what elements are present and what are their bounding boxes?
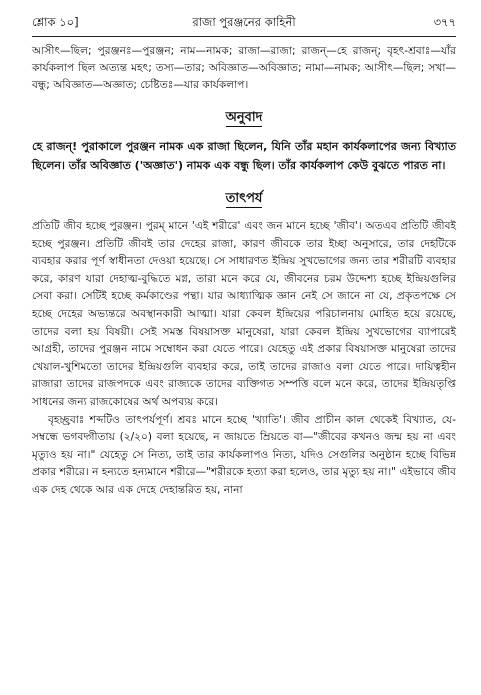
translation-text: হে রাজন্! পুরাকালে পুরঞ্জন নামক এক রাজা ছিলেন, যিনি তাঁর মহান কার্যকলাপের জন্য বিখ্যাত ছিলেন। তাঁর অবিজ্ঞাত ('অজ্ঞাত') নামক এক বন্ধু ছিল। তাঁর কার্যকলাপ কেউ বুঝতে পারত না। [32, 140, 457, 172]
chapter-title: রাজা পুরঞ্জনের কাহিনী [192, 15, 296, 29]
purport-heading [32, 189, 456, 210]
page-header [32, 12, 456, 30]
purport-paragraph-1: প্রতিটি জীব হচ্ছে পুরঞ্জন। পুরম্ মানে 'এই শরীরে' এবং জন মানে হচ্ছে 'জীব'। অতএব প্রতিটি জীবই হচ্ছে পুরঞ্জন। প্রতিটি জীবই তার দেহের রাজা, কারণ জীবকে তার ইচ্ছা অনুসারে, তার দেহটিকে ব্যবহার করার পূর্ণ স্বাধীনতা দেওয়া হয়েছে। সে সাধারণত ইন্দ্রিয় সুখভোগের জন্য তার শরীরটি ব্যবহার করে, কারণ যারা দেহাত্ম-বুদ্ধিতে মগ্ন, তারা মনে করে যে, জীবনের চরম উদ্দেশ্য হচ্ছে ইন্দ্রিয়গুলির সেবা করা। সেটিই হচ্ছে কর্মকাণ্ডের পন্থা। যার আধ্যাত্মিক জ্ঞান নেই সে জানে না যে, প্রকৃতপক্ষে সে হচ্ছে দেহের অভ্যন্তরে অবস্থানকারী আত্মা। যারা কেবল ইন্দ্রিয়ের পরিচালনায় মোহিত হয়ে রয়েছে, তাদের বলা হয় বিষয়ী। সেই সমস্ত বিষয়াসক্ত মানুষেরা, যারা কেবল ইন্দ্রিয় সুখভোগের ব্যাপারেই আগ্রহী, তাদের পুরঞ্জন নামে সম্বোধন করা যেতে পারে। যেহেতু এই প্রকার বিষয়াসক্ত মানুষেরা তাদের খেয়াল-খুশিমতো তাদের ইন্দ্রিয়গুলি ব্যবহার করে, তাই তাদের রাজাও বলা যেতে পারে। দায়িত্বহীন রাজারা তাদের রাজপদকে এবং রাজ্যকে তাদের ব্যক্তিগত সম্পত্তি বলে মনে করে, তাদের ইন্দ্রিয়তৃপ্তি সাধনের জন্য রাজকোষের অর্থ অপব্যয় করে। [32, 220, 456, 408]
book-page [32, 12, 456, 500]
verse-reference: শ্লোক ১০] [32, 15, 79, 29]
page-number: ৩৭৭ [433, 15, 456, 29]
translation-heading [32, 108, 456, 129]
purport-body [32, 218, 456, 500]
header-divider [32, 36, 456, 37]
purport-paragraph-2: বৃহচ্ছ্রবাঃ শব্দটিও তাৎপর্যপূর্ণ। শ্রবঃ মানে হচ্ছে 'খ্যাতি'। জীব প্রাচীন কাল থেকেই বিখ্যাত, যে-সম্বন্ধে ভগবদ্গীতায় (২/২০) বলা হয়েছে, ন জায়তে ম্রিয়তে বা—"জীবের কখনও জন্ম হয় না এবং মৃত্যুও হয় না।" যেহেতু সে নিত্য, তাই তার কার্যকলাপও নিত্য, যদিও সেগুলির অনুষ্ঠান হচ্ছে বিভিন্ন প্রকার শরীরে। ন হন্যতে হন্যমানে শরীরে—"শরীরকে হত্যা করা হলেও, তার মৃত্যু হয় না।" এইভাবে জীব এক দেহ থেকে আর এক দেহে দেহান্তরিত হয়, নানা [32, 413, 456, 496]
synonyms-block: আসীৎ—ছিল; পুরঞ্জনঃ—পুরঞ্জন; নাম—নামক; রাজা—রাজা; রাজন্—হে রাজন্; বৃহৎ-শ্রবাঃ—যাঁর কার্যকলাপ ছিল অত্যন্ত মহৎ; তস্য—তার; অবিজ্ঞাত—অবিজ্ঞাত; নামা—নামক; আসীৎ—ছিল; সখা—বন্ধু; অবিজ্ঞাত—অজ্ঞাত; চেষ্টিতঃ—যার কার্যকলাপ। [32, 45, 456, 91]
purport-heading-text: তাৎপর্য [225, 191, 263, 206]
translation-heading-text: অনুবাদ [225, 110, 263, 125]
